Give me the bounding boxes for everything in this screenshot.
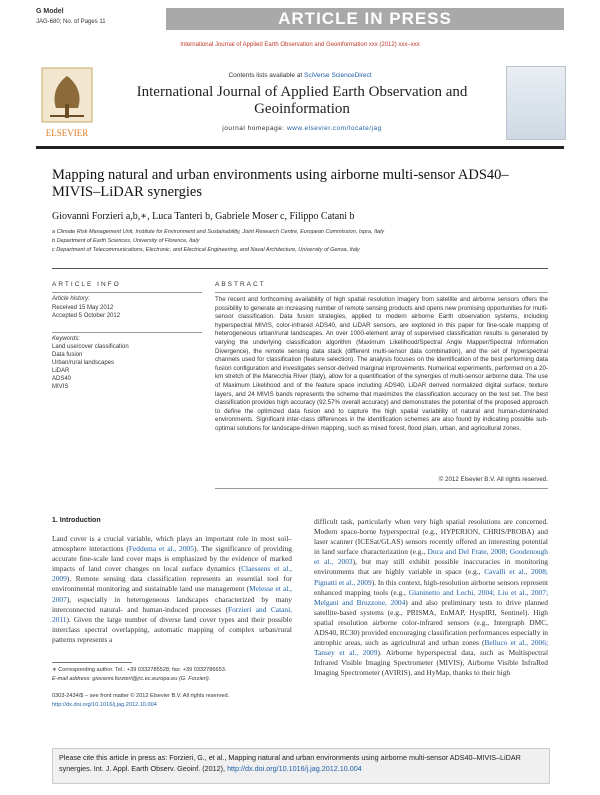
- section-heading-introduction: 1. Introduction: [52, 517, 101, 524]
- email-note[interactable]: E-mail address: giovanni.forzieri@jrc.ec.europa.eu (G. Forzieri).: [52, 676, 211, 682]
- page-header: [36, 8, 564, 34]
- keyword: Urban/rural landscapes: [52, 360, 115, 366]
- abstract-text: The recent and forthcoming availability of high spatial resolution imagery from satellite and airborne sensors offers the possibility to generate an increasing number of remote sensing products and opens new promising opportunities for multi-sensor classification. Data fusion strategies, applied to modern airborne Earth observation systems, including hyperspectral MIVIS, color-infrared ADS40, and LiDAR sensors, are explored in this paper for fine-scale mapping of heterogeneous urban/rural landscapes. An over 1000-element array of supervised classification results is generated by varying the underlying classification algorithm (Maximum Likelihood/Spectral Angle Mapper/Spectral Information Divergence), the remote sensing data stack (different multi-sensor data combination), and the set of hyperspectral channels used for classification (feature selection). The analysis focuses on the identification of the best performing data fusion configuration and investigates sensor-derived marginal improvements. Numerical experiments, performed on a 20-km stretch of the Marecchia River (Italy), allow for a quantification of the synergies of multi-sensor airborne data. The use of Maximum Likelihood and of the feature space including ADS40, LiDAR derived normalized digital surface, texture layers, and 24 MIVIS bands represents the scheme that maximizes the classification accuracy on the test set. The best classification provides high accuracy (92.57% overall accuracy) and demonstrates the potential of the proposed approach to define the optimized data fusion and to capture the high spatial variability of natural and human-dominated environments. Significant inter-class differences in the identification schemes are also found by indicating possible sub-optimal solutions for landscape-driven mapping, such as mixed forest, flood plain, urban, and agricultural zones.: [215, 296, 548, 432]
- citation-link[interactable]: Belluco et al., 2006; Tansey et al., 2009: [314, 638, 548, 658]
- journal-cover-image: [506, 66, 566, 140]
- masthead-divider: [36, 146, 564, 149]
- affiliation-b: b Department of Earth Sciences, University of Florence, Italy: [52, 238, 200, 244]
- keywords-divider: [52, 332, 202, 333]
- keyword: LiDAR: [52, 368, 70, 374]
- journal-citation-line[interactable]: International Journal of Applied Earth Observation and Geoinformation xxx (2012) xxx–xxx: [180, 42, 420, 48]
- received-date: Received 15 May 2012: [52, 305, 114, 311]
- body-text: ). Given the large number of diverse land cover types and their possible interclass spectral overlapping, automatic mapping of complex urban/rural patterns represents a: [52, 614, 292, 644]
- body-text: ). In this context, high-resolution airborne sensors represent enhanced mapping tools (e.g.,: [314, 577, 548, 597]
- article-info-heading: ARTICLE INFO: [52, 281, 121, 288]
- citation-link[interactable]: Forzieri and Catani, 2011: [52, 604, 292, 624]
- citation-link[interactable]: Gianinetto and Lechi, 2004; Liu et al., 2007; Melgani and Bruzzone, 2004: [314, 587, 548, 607]
- sciencedirect-link[interactable]: SciVerse ScienceDirect: [303, 72, 372, 79]
- cite-box-doi-link[interactable]: http://dx.doi.org/10.1016/j.jag.2012.10.004: [227, 764, 362, 773]
- abstract-divider: [215, 292, 548, 293]
- body-text: ). The significance of providing accurate fine-scale land cover maps is emphasized by the evidence of marked impacts of land cover changes on local surface dynamics (: [52, 544, 292, 574]
- cite-box-prefix: Please cite this article in press as: Forzieri, G., et al., Mapping natural and urban environments using airborne multi-sensor ADS40–MIVIS–LiDAR synergies. Int. J. Appl. Earth Observ. Geoinf. (2012),: [59, 753, 521, 773]
- author-list: Giovanni Forzieri a,b,∗, Luca Tanteri b, Gabriele Moser c, Filippo Catani b: [52, 211, 355, 222]
- accepted-date: Accepted 5 October 2012: [52, 313, 121, 319]
- issn-note: 0303-2434/$ – see front matter © 2012 Elsevier B.V. All rights reserved.: [52, 693, 230, 699]
- journal-masthead: [36, 62, 564, 146]
- body-column-right: [314, 517, 548, 679]
- affiliation-a: a Climate Risk Management Unit, Institute for Environment and Sustainability, Joint Research Centre, European Commission, Ispra, Italy: [52, 229, 385, 235]
- contents-available: [36, 72, 564, 79]
- doi-link[interactable]: http://dx.doi.org/10.1016/j.jag.2012.10.004: [52, 702, 157, 708]
- footnote-divider: [52, 662, 132, 663]
- title-divider: [52, 268, 548, 269]
- corresponding-author-note: ∗ Corresponding author. Tel.: +39 0332785528; fax: +39 0332786653.: [52, 667, 227, 673]
- body-text: ) and also preliminary tests to drive planned satellite-based systems (e.g., PRISMA, EnMAP, HyspIRI, Sentinel). High spatial resolution airborne color-infrared sensors (e.g., Intergraph DMC, ADS40, RC30) provided encouraging classification performances especially in antrophic areas, such as agricultural and urban zones (: [314, 597, 548, 648]
- keyword: Data fusion: [52, 352, 83, 358]
- citation-link[interactable]: Cavalli et al., 2008; Pignatti et al., 2009: [314, 567, 548, 587]
- keyword: ADS40: [52, 376, 72, 382]
- body-text: ). Airborne hyperspectral data, such as Multispectral Infrared Visible Imaging Spectrometer (MIVIS), Airborne Visible InfraRed Imaging Spectrometer (AVIRIS), and HyMap, thanks to their high: [314, 648, 549, 678]
- elsevier-wordmark: ELSEVIER: [45, 128, 89, 138]
- copyright-notice: © 2012 Elsevier B.V. All rights reserved.: [438, 476, 548, 483]
- article-in-press-banner: ARTICLE IN PRESS: [166, 8, 564, 30]
- keyword: MIVIS: [52, 384, 69, 390]
- body-text: difficult task, particularly when very high spatial resolutions are concerned.: [314, 517, 548, 526]
- body-text: Land cover is a crucial variable, which plays an important role in most soil–atmosphere interactions (: [52, 534, 292, 554]
- journal-page-count: JAG-680; No. of Pages 11: [36, 19, 106, 25]
- cite-this-article-box: [52, 748, 550, 784]
- affiliation-c: c Department of Telecommunications, Electronic, and Electrical Engineering, and Naval Architecture, University of Genoa, Italy: [52, 247, 360, 253]
- history-heading: Article history:: [52, 296, 90, 302]
- body-column-left: [52, 534, 292, 645]
- keyword: Land use/cover classification: [52, 344, 129, 350]
- body-text: ), especially in heterogeneous landscapes characterized by many interconnected natural- and human-induced processes (: [52, 594, 292, 614]
- article-info-divider: [52, 292, 202, 293]
- citation-link[interactable]: Duca and Del Frate, 2008; Goodenough et al., 2003: [314, 547, 548, 567]
- g-model-label: G Model: [36, 8, 64, 15]
- homepage-prefix: journal homepage:: [222, 125, 285, 132]
- body-text: ). Remote sensing data classification represents an essential tool for environmental monitoring and sustainable land use management (: [52, 574, 292, 594]
- abstract-bottom-divider: [215, 488, 548, 489]
- homepage-link[interactable]: www.elsevier.com/locate/jag: [286, 125, 382, 132]
- journal-name: International Journal of Applied Earth Observation and Geoinformation: [136, 84, 468, 117]
- citation-link[interactable]: Melesse et al., 2007: [52, 584, 292, 604]
- article-title: Mapping natural and urban environments using airborne multi-sensor ADS40–MIVIS–LiDAR synergies: [52, 167, 509, 200]
- citation-link[interactable]: Claessens et al., 2009: [52, 564, 292, 584]
- journal-homepage: [112, 125, 492, 132]
- cite-box-text: [59, 752, 543, 774]
- citation-link[interactable]: Feddema et al., 2005: [128, 544, 194, 554]
- keywords-heading: Keywords:: [52, 336, 81, 342]
- abstract-heading: ABSTRACT: [215, 281, 266, 288]
- contents-prefix: Contents lists available at: [228, 72, 303, 79]
- body-text: Modern space-borne hyperspectral (e.g., HYPERION, CHRIS/PROBA) and laser scanner (ICESat/GLAS) sensors recently offered an interesting potential in land surface characterization (e.g.,: [314, 527, 548, 557]
- body-text: ), but may still exhibit possible inaccuracies in monitoring environments that are highly variable in space (e.g.,: [314, 557, 549, 577]
